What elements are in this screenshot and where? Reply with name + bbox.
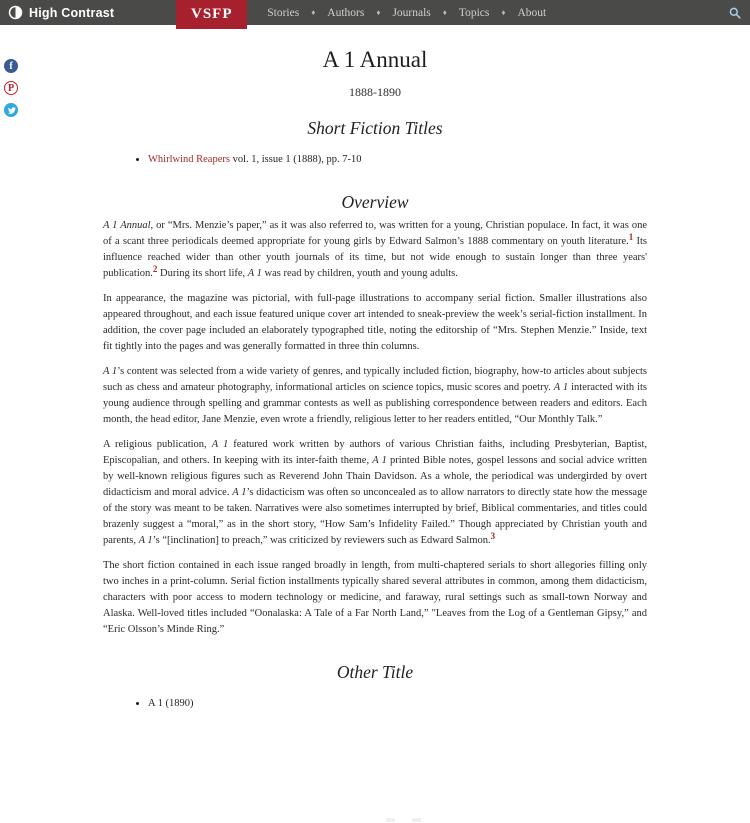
- search-icon[interactable]: [729, 7, 741, 19]
- overview-paragraph: A 1’s content was selected from a wide variety of genres, and typically included fiction, biography, how-to articles about subjects such as chess and amateur photography, informational articles on science topics, music scores and poetry. A 1 interacted with its young audience through spelling and grammar contests as well as publishing correspondence between readers and editors. Each month, the head editor, Jane Menzie, even wrote a friendly, religious letter to her readers entitled, “Our Monthly Talk.”: [103, 366, 647, 425]
- nav-item-topics[interactable]: Topics: [458, 6, 490, 19]
- other-title-item: • A 1 (1890): [148, 696, 647, 712]
- overview-paragraph: The short fiction contained in each issue ranged broadly in length, from multi-chaptered serials to short allegories filling only two inches in a print-column. Serial fiction installments typically shared several attributes in common, among them didacticism, characters with poor access to modern technology or medicine, and faraway, rural settings such as small-town Norway and Alaska. Well-loved titles included “Oonalaska: A Tale of a Far North Land,” "Leaves from the Log of a Gentleman Gipsy,” and “Eric Olsson’s Minde Ring.”: [103, 560, 647, 635]
- overview-paragraph: A 1 Annual, or “Mrs. Menzie’s paper,” as it was also referred to, was written for a young, Christian populace. In fact, it was one of a scant three periodicals deemed appropriate for young girls by Edward Salmon’s 1888 commentary on youth literature.$^1$ Its influence reached wider than other youth journals of its time, but not wide enough to sustain longer than three years' publication.$^2$ During its short life, A 1 was read by children, youth and young adults.: [103, 220, 647, 279]
- other-title-list: [103, 696, 647, 712]
- footer-partial-icons: [386, 818, 421, 822]
- pinterest-share-icon[interactable]: P: [4, 81, 18, 95]
- footnote-ref-link[interactable]: 1: [628, 232, 634, 242]
- nav-item-journals[interactable]: Journals: [392, 6, 431, 19]
- footnote-ref-link[interactable]: 2: [152, 264, 158, 274]
- top-bar: [0, 0, 750, 25]
- diamond-separator-icon: ♦: [376, 8, 381, 17]
- content: [103, 47, 647, 712]
- high-contrast-icon: [8, 5, 23, 20]
- facebook-share-icon[interactable]: f: [4, 59, 18, 73]
- short-fiction-list: [103, 152, 647, 168]
- footnote-ref-link[interactable]: 3: [490, 531, 496, 541]
- diamond-separator-icon: ♦: [501, 8, 506, 17]
- overview-paragraphs: [103, 218, 647, 638]
- high-contrast-label: High Contrast: [29, 5, 115, 20]
- date-range: 1888-1890: [349, 85, 401, 99]
- overview-paragraph: In appearance, the magazine was pictorial, with full-page illustrations to accompany serial fiction. Smaller illustrations also appeared throughout, and each issue featured unique cover art intended to sneak-preview the week’s serial-fiction installment. In addition, the cover page included an elaborately typographed title, noting the editorship of “Mrs. Stephen Menzie.” Inside, text fit tightly into the pages and was generally formatted in three thin columns.: [103, 293, 647, 352]
- overview-paragraph: A religious publication, A 1 featured work written by authors of various Christian faiths, including Presbyterian, Baptist, Episcopalian, and others. In keeping with its inter-faith theme, A 1 printed Bible notes, gospel lessons and social advice written by well-known religious figures such as Reverend John Thain Davidson. As a whole, the periodical was undergirded by overt didacticism and moral advice. A 1’s didacticism was often so unconcealed as to allow narrators to directly state how the message of the story was meant to be taken. Narratives were also sometimes interrupted by brief, Biblical commentaries, and titles could brazenly suggest a “moral,” as in the short story, “How Sam’s Infidelity Failed.” Though appreciated by Christian youth and parents, A 1’s “[inclination] to preach,” was criticized by reviewers such as Edward Salmon.$^3$: [103, 439, 647, 546]
- diamond-separator-icon: ♦: [311, 8, 316, 17]
- brand-logo-vsfp[interactable]: VSFP: [176, 0, 247, 29]
- twitter-share-icon[interactable]: [4, 103, 18, 117]
- other-title-heading: Other Title: [336, 662, 414, 682]
- footer-icon-fragment: [412, 818, 421, 822]
- overview-heading: Overview: [341, 192, 409, 212]
- diamond-separator-icon: ♦: [442, 8, 447, 17]
- high-contrast-toggle[interactable]: [0, 5, 114, 20]
- footer-icon-fragment: [386, 818, 395, 822]
- share-rail: [4, 59, 18, 117]
- nav-item-stories[interactable]: Stories: [267, 6, 300, 19]
- main-nav: [263, 7, 550, 19]
- nav-item-about[interactable]: About: [517, 6, 547, 19]
- nav-item-authors[interactable]: Authors: [327, 6, 365, 19]
- short-fiction-item: • Whirlwind Reapers vol. 1, issue 1 (1888), pp. 7-10: [148, 152, 647, 168]
- story-title-link[interactable]: Whirlwind Reapers: [148, 154, 230, 165]
- page-title: A 1 Annual: [322, 47, 428, 72]
- short-fiction-heading: Short Fiction Titles: [307, 118, 443, 138]
